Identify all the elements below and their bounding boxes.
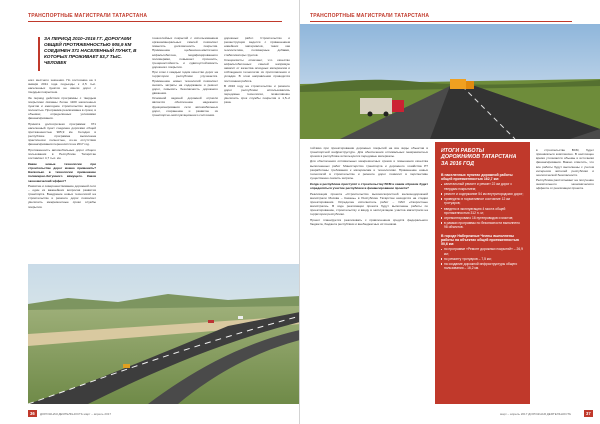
infobox-list-1 (435, 182, 530, 229)
paragraph: тонкослойных покрытий с использованием органоминеральных смесей позволяет повысить долговечность покрытия. Применение щебеночно-мастичного асфальтобетона, модифицированного полимерами, повышает прочность, трещиностойкость и сдвигоустойчивость дорожного покрытия. (152, 36, 218, 70)
right-column-2 (536, 148, 594, 406)
paragraph: Специалисты отмечают, что качество асфальтобетонных смесей напрямую зависит от качества исходных материалов и соблюдения технологии их приготовления и укладки. В этом направлении проводится постоянная работа. (224, 57, 290, 83)
infobox-section-1: В населенных пунктах дорожной работы общей протяженностью 162,7 км: (441, 172, 513, 182)
paragraph: Протяженность автомобильных дорог общего пользования в Республике Татарстан составляет 4,7 тыс. км. (28, 147, 96, 160)
list-item: ремонт и содержание 54 км внутригородских дорог; (441, 192, 524, 196)
list-item: в рамках программы по безопасности выполнено 98 объектов. (441, 221, 524, 229)
left-column-1 (28, 78, 96, 256)
question-heading: Какие новые технологии при строительстве дорог можно применить? Насколько в технологии применение полимерно-битумного вяжущего. Каков экономический эффект? (28, 161, 96, 183)
paragraph: дорожных работ. Строительство и реконструкция ведется с применением новейших материалов, таких как геосинтетика, полимерные добавки, стабилизаторы грунтов. (224, 36, 290, 57)
question-heading: Когда и республике приступят к строительству ВСМ и каким образом будет определяться участие республики в финансировании проекта? (310, 182, 428, 191)
left-footer-text: ДОРОЖНАЯ ДЕЯТЕЛЬНОСТЬ март – апрель 2017 (40, 412, 112, 416)
list-item: на создание дорожной инфраструктуры общего пользования – 16,2 км. (441, 262, 524, 270)
paragraph: Республика рассчитывает на получение значительного экономического эффекта от реализации проекта. (536, 178, 594, 191)
list-item: капитальный ремонт и ремонт 22 км дорог с твердым покрытием; (441, 182, 524, 190)
paragraph: Для обеспечения оптимальных межремонтных сроков и повышения качества выполненных работ Министерство транспорта и дорожного хозяйства РТ разработаны требования к материалам и технологиям. Применение новых технологий в строительстве и ремонте дорог позволит в перспективе существенно снизить затраты. (310, 159, 428, 181)
left-header-rule (28, 21, 282, 22)
road-aerial-image (28, 264, 300, 404)
paragraph: При этом с каждым годом качество дорог на территории республики улучшается. Применение новых технологий позволяет снизить затраты на содержание и ремонт дорог, повысить безопасность дорожного движения. (152, 70, 218, 96)
paragraph: Реализация проекта «Строительство высокоскоростной железнодорожной магистрали Москва – Казань» в Республике Татарстан находится на стадии проектирования. Определен исполнитель работ – ОАО «Скоростные магистрали». В ходе реализации проекта будут выполнены работы по проектированию, строительству и вводу в эксплуатацию участка магистрали на территории республики. (310, 191, 428, 217)
list-item: по ремонту тротуаров – 7,5 км; (441, 257, 524, 261)
paragraph: В 2016 году на строительстве и ремонте дорог республики использовались передовые технологии, позволившие увеличить срок службы покрытия в 1,5–2 раза. (224, 83, 290, 105)
infobox-section-2: В городе Набережные Челны выполнены работы на объектах общей протяженностью 50,6 км: (441, 233, 519, 247)
paragraph: Основной задачей дорожной отрасли является обеспечение надежного функционирования сети автомобильных дорог, сохранение и развитие их транспортно-эксплуатационного состояния. (152, 96, 218, 117)
road-photo-top (300, 24, 600, 139)
results-infobox (435, 142, 530, 404)
paragraph: в строительстве ВСМ, будет приниматься комплексно. В настоящее время уточняются объемы и источники финансирования. Важно отметить, что все работы будут выполнены с учетом интересов жителей республики и экологической безопасности. (536, 148, 594, 177)
truck-road-image (300, 24, 600, 139)
paragraph: тойчиво при проектировании дорожных покрытий на все виды объектов в транспортной инфраструктуре. Для обеспечения оптимальных межремонтных сроков в республике используются передовые материалы. (310, 146, 428, 159)
left-column-3 (224, 36, 290, 156)
left-column-2 (152, 36, 218, 256)
paragraph: Принята долгосрочная программа: 371 населенный пункт соединен дорогами общей протяженностью 905,9 км. Сегодня в республике программа выполнена практически полностью, из-за отсутствия финансирования переносится на 2017 год. (28, 121, 96, 147)
right-header-title: ТРАНСПОРТНЫЕ МАГИСТРАЛИ ТАТАРСТАНА (310, 13, 430, 19)
paragraph: Проект планируется реализовать с привлечением средств федерального бюджета, бюджета республики и внебюджетных источников. (310, 217, 428, 226)
right-page-number: 37 (586, 411, 591, 416)
pull-quote (44, 36, 144, 66)
list-item: по программе «Ремонт дорожных покрытий» – 26,9 км; (441, 247, 524, 255)
paragraph: За период действия программы с твердым покрытием связаны более 1100 населенных пунктов и ежегодное строительство ведется полностью. Программа реализована в сроки, в объемах, определённых условиями финансирования. (28, 95, 96, 121)
infobox-list-2 (435, 247, 530, 270)
paragraph: ного местного значения. По состоянию на 1 января 2011 года подъезды к 2,5 тыс. населенных пунктов не имели дорог с твердым покрытием. (28, 78, 96, 95)
list-item: приведено в нормативное состояние 12 км тротуаров; (441, 197, 524, 205)
pull-quote-bar (38, 37, 40, 71)
right-header-rule (310, 21, 572, 22)
road-photo-left (28, 264, 300, 404)
list-item: отремонтировано 16 путепроводов и мостов; (441, 216, 524, 220)
right-page (300, 0, 600, 424)
left-header-title: ТРАНСПОРТНЫЕ МАГИСТРАЛИ ТАТАРСТАНА (28, 13, 148, 19)
pull-quote-text: ЗА ПЕРИОД 2010–2016 ГГ. ДОРОГАМИ ОБЩЕЙ ПРОТЯЖЕННОСТЬЮ 905,9 КМ СОЕДИНЕН 371 НАСЕЛЕННЫЙ ПУНКТ, В КОТОРЫХ ПРОЖИВАЕТ 53,7 ТЫС. ЧЕЛОВЕК (44, 36, 137, 65)
infobox-title: ИТОГИ РАБОТЫ ДОРОЖНИКОВ ТАТАРСТАНА ЗА 2016 ГОД (441, 148, 517, 167)
list-item: введено в эксплуатацию 4 моста общей протяженностью 312 п. м; (441, 207, 524, 215)
right-footer-text: март – апрель 2017 ДОРОЖНАЯ ДЕЯТЕЛЬНОСТЬ (500, 412, 572, 416)
left-page-number: 36 (30, 411, 35, 416)
paragraph: Развитие и совершенствование дорожной сети – один из важнейших вопросов развития транспорта. Внедрение новых технологий на строительстве и ремонте дорог позволяет увеличить межремонтные сроки службы покрытия. (28, 183, 96, 209)
right-column-1 (310, 146, 428, 406)
